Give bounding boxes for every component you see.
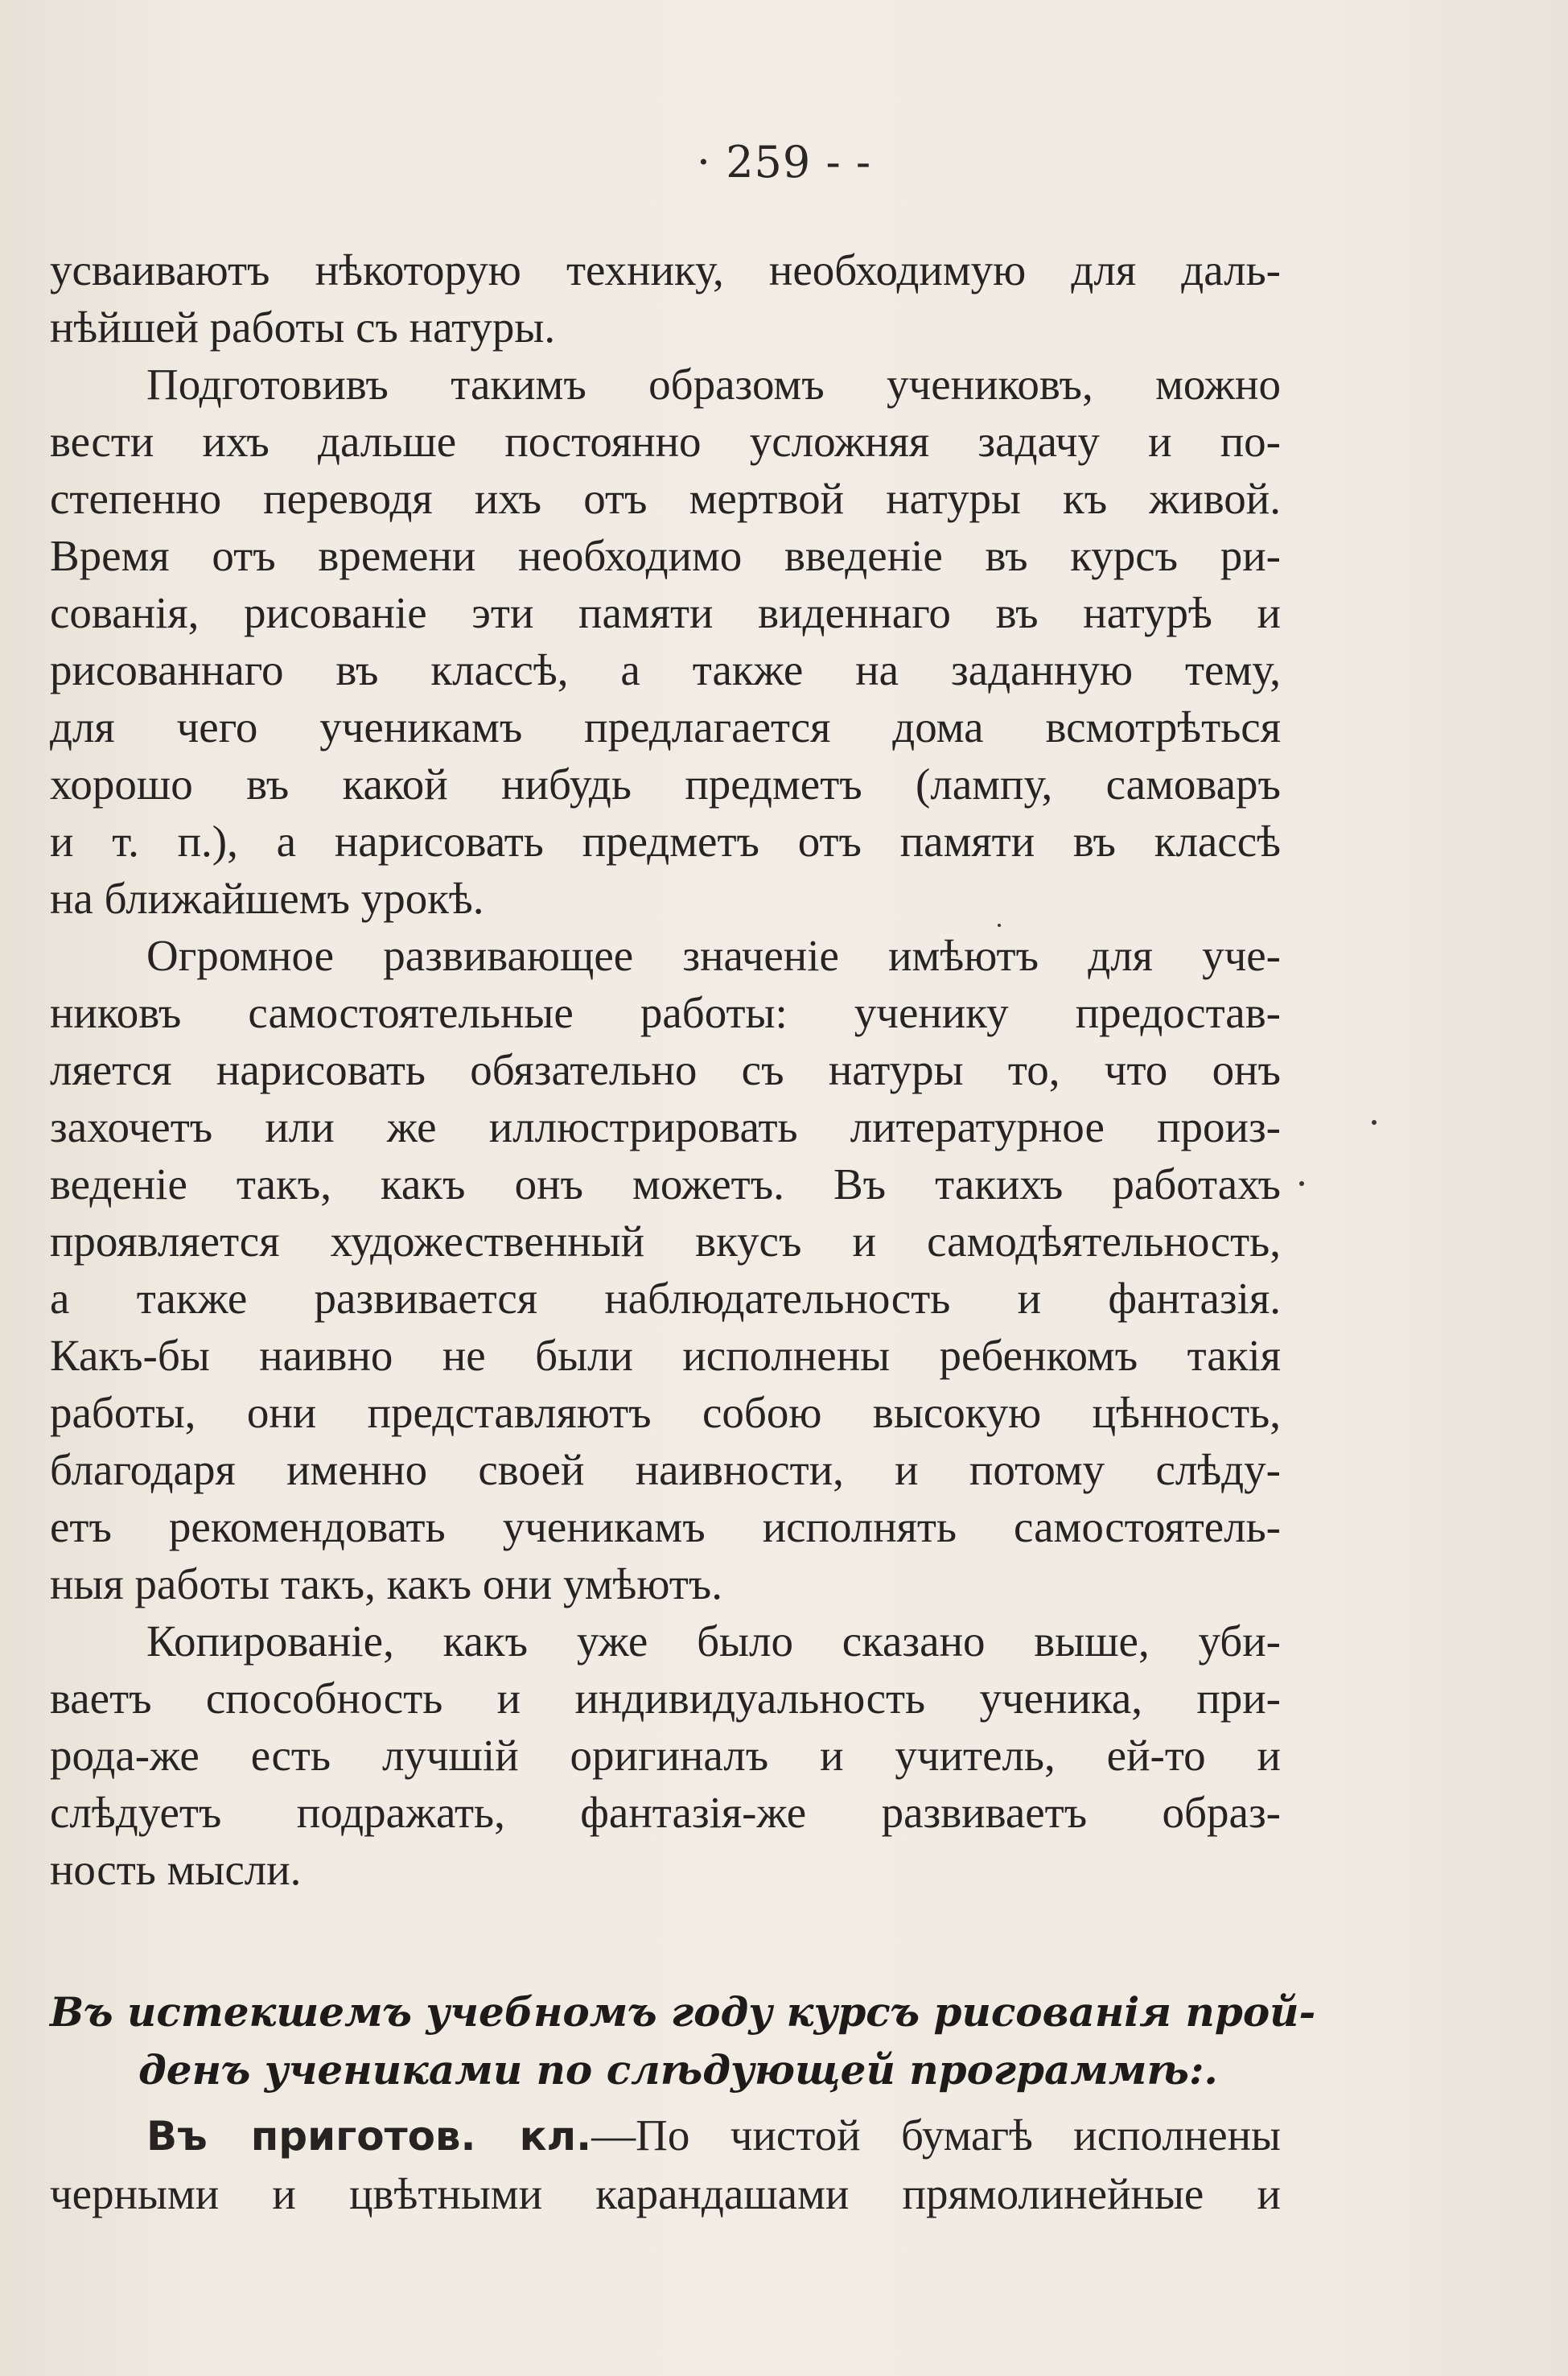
text-line: захочетъ или же иллюстрировать литературное произ- <box>50 1102 1281 1151</box>
text-line: для чего ученикамъ предлагается дома всмотрѣться <box>50 702 1281 752</box>
text-line: и т. п.), а нарисовать предметъ отъ памяти въ классѣ <box>50 817 1281 866</box>
text-line: никовъ самостоятельные работы: ученику предостав- <box>50 988 1281 1037</box>
text-line: работы, они представляютъ собою высокую цѣнность, <box>50 1388 1281 1437</box>
section-heading <box>50 1983 1316 2099</box>
text-line: ваетъ способность и индивидуальность ученика, при- <box>50 1674 1281 1723</box>
paragraph-4 <box>50 1612 1281 1898</box>
heading-line: денъ учениками по слѣдующей программѣ:. <box>138 2046 1218 2094</box>
text-line: Копированіе, какъ уже было сказано выше, уби- <box>146 1616 1281 1666</box>
text-line: Какъ-бы наивно не были исполнены ребенкомъ такія <box>50 1331 1281 1380</box>
page-number: · 259 - - <box>696 137 872 187</box>
print-speck <box>1372 1120 1377 1125</box>
text-line: Подготовивъ такимъ образомъ учениковъ, можно <box>146 360 1281 409</box>
text-fragment: —По чистой бумагѣ исполнены <box>591 2110 1281 2160</box>
final-paragraph <box>50 2106 1281 2222</box>
text-line: сованія, рисованіе эти памяти виденнаго въ натурѣ и <box>50 588 1281 637</box>
text-line: ныя работы такъ, какъ они умѣютъ. <box>50 1559 722 1608</box>
text-line: а также развивается наблюдательность и фантазія. <box>50 1274 1281 1323</box>
text-line: рода-же есть лучшій оригиналъ и учитель, ей-то и <box>50 1731 1281 1780</box>
body-text <box>50 241 1281 1898</box>
text-line: слѣдуетъ подражать, фантазія-же развиваетъ образ- <box>50 1788 1281 1837</box>
text-line: нѣйшей работы съ натуры. <box>50 303 556 352</box>
text-line: хорошо въ какой нибудь предметъ (лампу, самоваръ <box>50 760 1281 809</box>
text-line: Огромное развивающее значеніе имѣютъ для уче- <box>146 931 1281 980</box>
text-line: степенно переводя ихъ отъ мертвой натуры къ живой. <box>50 474 1281 523</box>
text-line: проявляется художественный вкусъ и самодѣятельность, <box>50 1217 1281 1266</box>
paragraph-3 <box>50 927 1281 1612</box>
text-line: рисованнаго въ классѣ, а также на заданную тему, <box>50 645 1281 694</box>
paragraph-1 <box>50 241 1281 356</box>
class-label: Въ приготов. кл. <box>146 2113 592 2160</box>
text-line: ность мысли. <box>50 1845 302 1894</box>
text-line: веденіе такъ, какъ онъ можетъ. Въ такихъ работахъ <box>50 1159 1281 1209</box>
text-line: на ближайшемъ урокѣ. <box>50 874 484 923</box>
print-speck <box>1299 1181 1304 1186</box>
heading-line: Въ истекшемъ учебномъ году курсъ рисованія прой- <box>50 1988 1316 2036</box>
text-line: черными и цвѣтными карандашами прямолинейные и <box>50 2169 1281 2218</box>
text-line: етъ рекомендовать ученикамъ исполнять самостоятель- <box>50 1502 1281 1551</box>
text-line: вести ихъ дальше постоянно усложняя задачу и по- <box>50 417 1281 466</box>
text-line: усваиваютъ нѣкоторую технику, необходимую для даль- <box>50 245 1281 294</box>
text-line: ляется нарисовать обязательно съ натуры то, что онъ <box>50 1045 1281 1094</box>
text-line <box>50 2106 1281 2165</box>
print-speck <box>998 924 1001 927</box>
text-line: благодаря именно своей наивности, и потому слѣду- <box>50 1445 1281 1494</box>
paragraph-2 <box>50 356 1281 927</box>
text-line: Время отъ времени необходимо введеніе въ курсъ ри- <box>50 531 1281 580</box>
